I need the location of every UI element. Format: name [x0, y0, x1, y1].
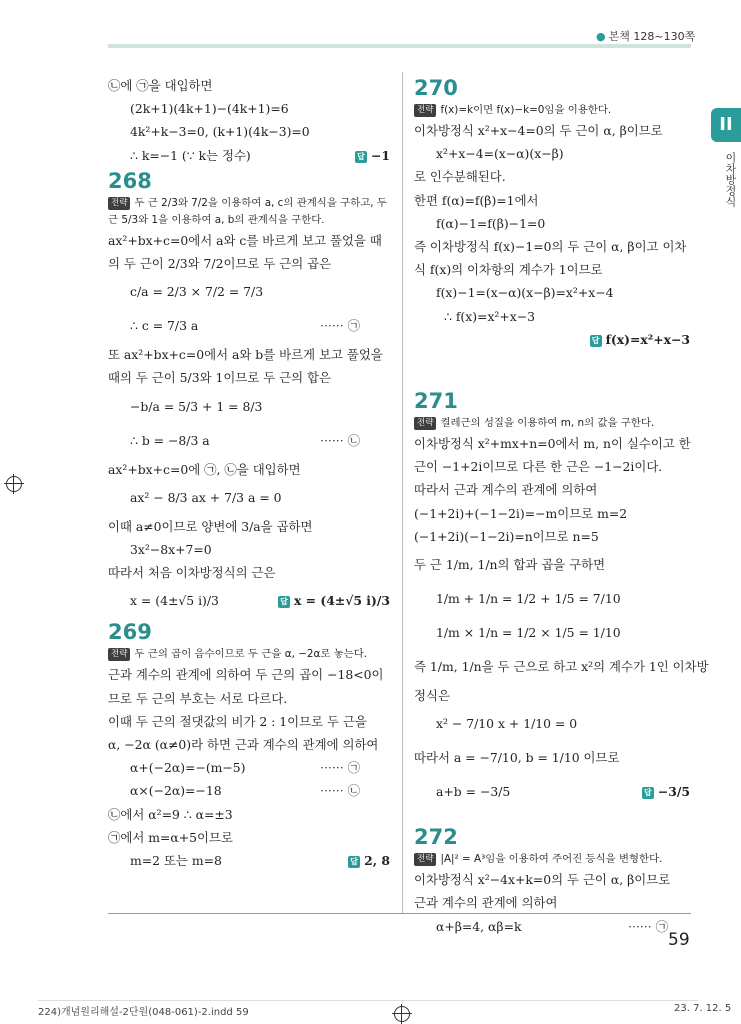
text-line: ㉡에 ㉠을 대입하면 [108, 78, 213, 93]
text-line: 즉 1/m, 1/n을 두 근으로 하고 x²의 계수가 1인 이차방 [414, 659, 709, 675]
equation-line: (2k+1)(4k+1)−(4k+1)=6 [130, 101, 289, 117]
strategy-272: 전략 |A|² = A³임을 이용하여 주어진 등식을 변형한다. [414, 851, 694, 868]
text-line: 근이 −1+2i이므로 다른 한 근은 −1−2i이다. [414, 459, 663, 475]
bottom-rule [108, 913, 691, 914]
text-line: 식 f(x)의 이차항의 계수가 1이므로 [414, 262, 603, 278]
text-line: α, −2α (α≠0)라 하면 근과 계수의 관계에 의하여 [108, 737, 379, 753]
equation-line: f(x)−1=(x−α)(x−β)=x²+x−4 [436, 285, 614, 301]
equation-line: m=2 또는 m=8 답 2, 8 [108, 849, 394, 872]
text-line: 한편 f(α)=f(β)=1에서 [414, 192, 539, 208]
chapter-label: 이차방정식 [724, 152, 737, 207]
equation-line: α×(−2α)=−18 ······ ㉡ [130, 783, 360, 799]
bullet-icon: ● [596, 30, 606, 43]
answer-line-270 [414, 328, 694, 351]
equation-line: ∴ f(x)=x²+x−3 [444, 308, 536, 324]
problem-number-268: 268 [108, 168, 152, 193]
equation-line: x = (4±√5 i)/3 답 x = (4±√5 i)/3 [108, 584, 394, 618]
equation-line: f(α)−1=f(β)−1=0 [436, 215, 546, 231]
strategy-269: 전략 두 근의 곱이 음수이므로 두 근을 α, −2α로 놓는다. [108, 646, 394, 663]
header-page-ref: ● 본책 128~130쪽 [596, 30, 696, 43]
spacer [414, 351, 694, 387]
text-line: 이차방정식 x²+mx+n=0에서 m, n이 실수이고 한 [414, 436, 691, 452]
problem-number-272: 272 [414, 825, 458, 850]
answer-270: 답 f(x)=x²+x−3 [590, 328, 690, 351]
header-bar [108, 44, 691, 48]
equation-line: 1/m + 1/n = 1/2 + 1/5 = 7/10 [436, 591, 621, 607]
problem-number-271: 271 [414, 389, 458, 414]
chapter-tab: II [711, 108, 741, 142]
page-number: 59 [668, 930, 690, 950]
equation-line: 1/m × 1/n = 1/2 × 1/5 = 1/10 [436, 625, 621, 641]
text-line: 따라서 a = −7/10, b = 1/10 이므로 [414, 750, 620, 766]
text-line: 근과 계수의 관계에 의하여 두 근의 곱이 −18<0이 [108, 667, 384, 683]
strategy-268: 전략 두 근 2/3와 7/2을 이용하여 a, c의 관계식을 구하고, 두 [108, 195, 394, 212]
left-column [108, 74, 394, 872]
text-line: ax²+bx+c=0에서 a와 c를 바르게 보고 풀었을 때 [108, 232, 382, 248]
text-line: ㉡에서 α²=9 ∴ α=±3 [108, 806, 233, 822]
strategy-270: 전략 f(x)=k이면 f(x)−k=0임을 이용한다. [414, 102, 694, 119]
text-line: 므로 두 근의 부호는 서로 다르다. [108, 690, 288, 706]
text-line: (−1+2i)(−1−2i)=n이므로 n=5 [414, 528, 599, 544]
answer-267: 답 −1 [355, 144, 390, 167]
equation-line: x²+x−4=(x−α)(x−β) [436, 146, 564, 162]
answer-269: 답 2, 8 [348, 849, 390, 872]
equation-line: 3x²−8x+7=0 [130, 542, 212, 558]
problem-number-270: 270 [414, 76, 458, 100]
text-line: 즉 이차방정식 f(x)−1=0의 두 근이 α, β이고 이차 [414, 239, 687, 255]
equation-line: c/a = 2/3 × 7/2 = 7/3 [130, 284, 264, 300]
text-line: 정식은 [414, 688, 450, 704]
equation-line: a+b = −3/5 답 −3/5 [414, 775, 694, 809]
text-line: 의 두 근이 2/3와 7/2이므로 두 근의 곱은 [108, 256, 332, 272]
text-line: ax²+bx+c=0에 ㉠, ㉡을 대입하면 [108, 461, 301, 477]
text-line: 이차방정식 x²+x−4=0의 두 근이 α, β이므로 [414, 123, 663, 138]
text-line: 이때 두 근의 절댓값의 비가 2 : 1이므로 두 근을 [108, 713, 367, 729]
equation-line: −b/a = 5/3 + 1 = 8/3 [130, 398, 263, 414]
text-line: 따라서 근과 계수의 관계에 의하여 [414, 482, 598, 498]
strategy-268-cont: 근 5/3와 1을 이용하여 a, b의 관계식을 구한다. [108, 213, 325, 226]
footer-date: 23. 7. 12. 5 [674, 1003, 732, 1014]
registration-mark-icon [394, 1006, 410, 1022]
text-line: 두 근 1/m, 1/n의 합과 곱을 구하면 [414, 557, 606, 573]
equation-line: α+(−2α)=−(m−5) ······ ㉠ [130, 760, 360, 776]
equation-line: α+β=4, αβ=k ······ ㉠ [436, 918, 668, 934]
answer-271: 답 −3/5 [642, 775, 690, 809]
equation-line: ∴ b = −8/3 a ······ ㉡ [130, 432, 360, 448]
text-line: 로 인수분해된다. [414, 169, 506, 185]
text-line: (−1+2i)+(−1−2i)=−m이므로 m=2 [414, 505, 628, 521]
equation-line: 4k²+k−3=0, (k+1)(4k−3)=0 [130, 124, 310, 140]
column-divider [402, 72, 403, 914]
footer-rule [38, 1000, 698, 1001]
text-line: 이차방정식 x²−4x+k=0의 두 근이 α, β이므로 [414, 872, 671, 888]
text-line: 또 ax²+bx+c=0에서 a와 b를 바르게 보고 풀었을 [108, 347, 383, 363]
answer-268: 답 x = (4±√5 i)/3 [278, 584, 390, 618]
equation-line: ax² − 8/3 ax + 7/3 a = 0 [130, 489, 282, 505]
right-column [414, 74, 709, 938]
text-line: 근과 계수의 관계에 의하여 [414, 895, 558, 911]
text-line: ㉠에서 m=α+5이므로 [108, 829, 233, 845]
footer-filename: 224)개념원리해설-2단원(048-061)-2.indd 59 [38, 1007, 249, 1018]
equation-line: ∴ k=−1 (∵ k는 정수) 답 −1 [108, 144, 394, 167]
text-line: 이때 a≠0이므로 양변에 3/a을 곱하면 [108, 518, 313, 534]
spacer [414, 809, 694, 823]
equation-line: x² − 7/10 x + 1/10 = 0 [436, 716, 578, 732]
registration-mark-icon [6, 476, 22, 492]
text-line: 따라서 처음 이차방정식의 근은 [108, 565, 276, 581]
problem-number-269: 269 [108, 620, 152, 645]
equation-line: ∴ c = 7/3 a ······ ㉠ [130, 318, 360, 334]
text-line: 때의 두 근이 5/3와 1이므로 두 근의 합은 [108, 370, 331, 386]
strategy-271: 전략 켤레근의 성질을 이용하여 m, n의 값을 구한다. [414, 415, 694, 432]
